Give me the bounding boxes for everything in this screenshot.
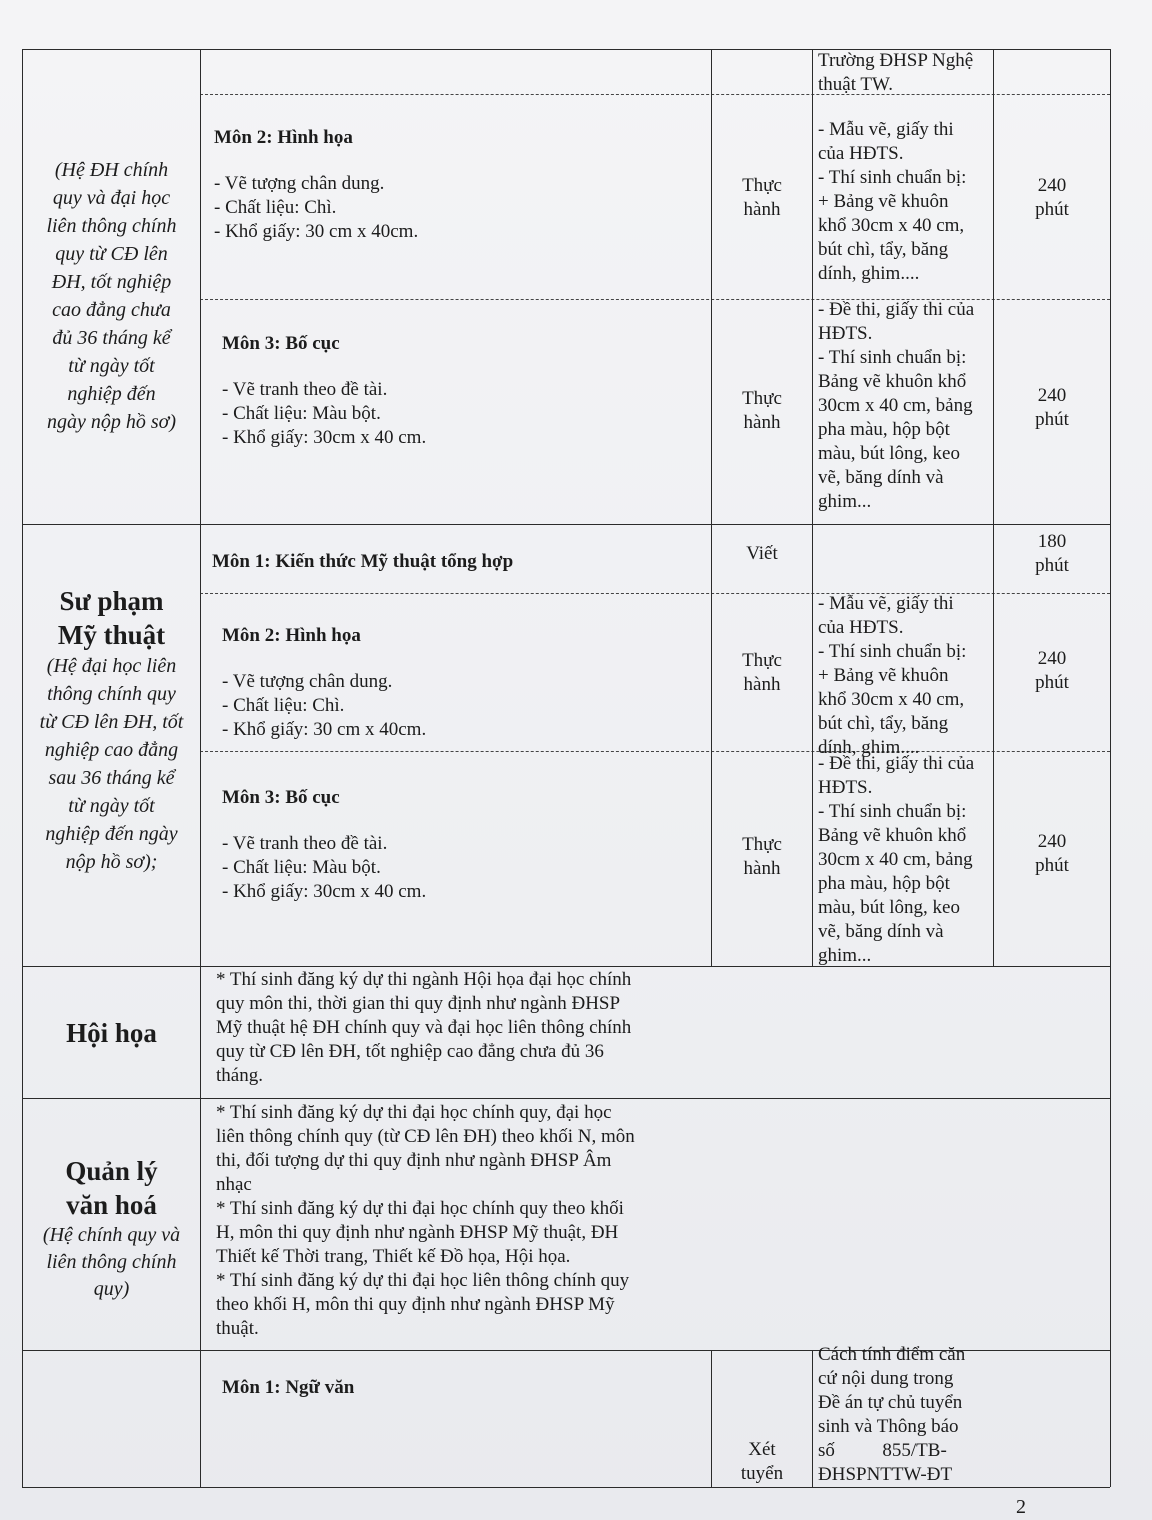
text-line: Thiết kế Thời trang, Thiết kế Đồ họa, Hội họa. xyxy=(216,1246,571,1267)
prep-line: vẽ, băng dính và xyxy=(818,921,944,942)
prep-cell xyxy=(818,118,988,286)
table-bottom-border xyxy=(22,1487,1110,1488)
major-title: văn hoá xyxy=(66,1190,157,1220)
subject-title: Môn 2: Hình họa xyxy=(222,625,361,646)
group2-header xyxy=(24,584,199,876)
text-line: nhạc xyxy=(216,1174,252,1195)
prep-line: HĐTS. xyxy=(818,323,873,344)
text-line: tháng. xyxy=(216,1065,263,1086)
form-line: Viết xyxy=(746,543,778,564)
content-line: - Khổ giấy: 30cm x 40 cm. xyxy=(222,881,427,902)
major-title: Quản lý xyxy=(65,1156,158,1186)
text-line: quy môn thi, thời gian thi quy định như ngành ĐHSP xyxy=(216,993,621,1014)
prep-cell xyxy=(818,1343,990,1487)
note-line: cao đẳng chưa xyxy=(52,299,171,321)
time-value: 240 xyxy=(1037,831,1067,852)
group1-note xyxy=(24,156,199,436)
table-left-border xyxy=(22,49,23,1487)
note-line: liên thông chính xyxy=(46,1251,177,1273)
content-line: - Vẽ tranh theo đề tài. xyxy=(222,833,388,854)
prep-line: - Mẫu vẽ, giấy thi xyxy=(818,593,954,614)
note-line: sau 36 tháng kể xyxy=(48,767,175,789)
subject-title: Môn 3: Bố cục xyxy=(222,787,340,808)
text-line: theo khối H, môn thi quy định như ngành ĐHSP Mỹ xyxy=(216,1294,615,1315)
form-line: hành xyxy=(743,412,781,433)
form-line: hành xyxy=(743,199,781,220)
content-line: - Chất liệu: Màu bột. xyxy=(222,403,381,424)
subject-cell xyxy=(222,786,702,904)
hoi-hoa-header xyxy=(24,1016,199,1050)
time-unit: phút xyxy=(1035,409,1069,430)
subject-title: Môn 3: Bố cục xyxy=(222,333,340,354)
note-line: từ ngày tốt xyxy=(68,795,155,817)
time-unit: phút xyxy=(1035,555,1069,576)
text-line: * Thí sinh đăng ký dự thi ngành Hội họa đại học chính xyxy=(216,969,632,990)
text-line: Mỹ thuật hệ ĐH chính quy và đại học liên thông chính xyxy=(216,1017,632,1038)
prep-line: - Thí sinh chuẩn bị: xyxy=(818,641,967,662)
qlvh-text xyxy=(216,1101,716,1341)
prep-line: + Bảng vẽ khuôn xyxy=(818,665,949,686)
prep-line: + Bảng vẽ khuôn xyxy=(818,191,949,212)
form-line: Thực xyxy=(742,834,782,855)
note-line: liên thông chính xyxy=(46,215,177,237)
hoi-hoa-text xyxy=(216,968,716,1088)
form-line: Thực xyxy=(742,650,782,671)
content-line: - Khổ giấy: 30 cm x 40cm. xyxy=(214,221,419,242)
text-line: * Thí sinh đăng ký dự thi đại học chính quy, đại học xyxy=(216,1102,612,1123)
note-line: nghiệp đến ngày xyxy=(45,823,178,845)
time-cell xyxy=(994,174,1110,222)
subject-cell xyxy=(214,126,704,244)
prep-line: HĐTS. xyxy=(818,777,873,798)
form-line: Thực xyxy=(742,175,782,196)
content-line: - Vẽ tranh theo đề tài. xyxy=(222,379,388,400)
subject-cell xyxy=(222,624,702,742)
form-line: hành xyxy=(743,674,781,695)
note-line: nghiệp cao đẳng xyxy=(44,739,179,761)
content-line: - Vẽ tượng chân dung. xyxy=(222,671,393,692)
form-line: Xét xyxy=(748,1439,776,1460)
note-line: thông chính quy xyxy=(47,683,176,705)
note-line: từ ngày tốt xyxy=(68,355,155,377)
exam-form-cell xyxy=(712,174,812,222)
prep-line: bút chì, tẩy, băng xyxy=(818,713,949,734)
time-value: 240 xyxy=(1037,175,1067,196)
note-line: quy và đại học xyxy=(52,187,171,209)
major-title: Mỹ thuật xyxy=(57,620,166,650)
prep-line: pha màu, hộp bột xyxy=(818,419,950,440)
prep-line: pha màu, hộp bột xyxy=(818,873,950,894)
note-line: nghiệp đến xyxy=(67,383,156,405)
prep-line: bút chì, tẩy, băng xyxy=(818,239,949,260)
prep-line: dính, ghim.... xyxy=(818,263,920,284)
content-line: - Khổ giấy: 30 cm x 40cm. xyxy=(222,719,427,740)
exam-form-cell xyxy=(712,387,812,435)
column-divider xyxy=(812,1350,813,1487)
note-line: ĐHSPNTTW-ĐT xyxy=(818,1464,953,1485)
group-divider xyxy=(22,1098,1110,1099)
prep-line: ghim... xyxy=(818,945,872,966)
note-line: cứ nội dung trong xyxy=(818,1368,954,1389)
time-value: 180 xyxy=(1037,531,1067,552)
time-cell xyxy=(994,530,1110,578)
prep-line: màu, bút lông, keo xyxy=(818,897,960,918)
subject-cell xyxy=(222,1376,702,1400)
prep-cell xyxy=(818,752,988,968)
prep-line: khổ 30cm x 40 cm, xyxy=(818,689,965,710)
time-value: 240 xyxy=(1037,385,1067,406)
column-divider xyxy=(200,49,201,1487)
exam-form-cell xyxy=(712,542,812,566)
prep-line: - Thí sinh chuẩn bị: xyxy=(818,167,967,188)
exam-form-cell xyxy=(712,649,812,697)
text-line: quy từ CĐ lên ĐH, tốt nghiệp cao đẳng chưa đủ 36 xyxy=(216,1041,604,1062)
text-line: liên thông chính quy (từ CĐ lên ĐH) theo khối N, môn xyxy=(216,1126,635,1147)
time-unit: phút xyxy=(1035,855,1069,876)
note-line: ĐH, tốt nghiệp xyxy=(51,271,172,293)
prep-line: vẽ, băng dính và xyxy=(818,467,944,488)
table-right-border xyxy=(1110,49,1111,1487)
prep-line: dính, ghim.... xyxy=(818,737,920,758)
prep-line: 30cm x 40 cm, bảng xyxy=(818,395,973,416)
content-line: - Chất liệu: Chì. xyxy=(214,197,337,218)
prep-line: khổ 30cm x 40 cm, xyxy=(818,215,965,236)
prep-line: ghim... xyxy=(818,491,872,512)
subject-title: Môn 2: Hình họa xyxy=(214,127,353,148)
note-line: số 855/TB- xyxy=(818,1440,947,1461)
content-line: - Chất liệu: Chì. xyxy=(222,695,345,716)
subject-title: Môn 1: Ngữ văn xyxy=(222,1377,355,1398)
prep-line: 30cm x 40 cm, bảng xyxy=(818,849,973,870)
content-line: - Vẽ tượng chân dung. xyxy=(214,173,385,194)
text-line: H, môn thi quy định như ngành ĐHSP Mỹ thuật, ĐH xyxy=(216,1222,619,1243)
note-line: quy) xyxy=(93,1278,130,1300)
subject-title: Môn 1: Kiến thức Mỹ thuật tổng hợp xyxy=(212,551,514,572)
prep-line: - Thí sinh chuẩn bị: xyxy=(818,801,967,822)
form-line: tuyển xyxy=(740,1463,784,1484)
exam-form-cell xyxy=(712,1438,812,1486)
note-line: nộp hồ sơ); xyxy=(65,851,158,873)
form-line: Thực xyxy=(742,388,782,409)
prep-line: - Đề thi, giấy thi của xyxy=(818,753,975,774)
prep-line: của HĐTS. xyxy=(818,617,904,638)
subject-cell xyxy=(222,332,702,450)
prep-line: Bảng vẽ khuôn khổ xyxy=(818,371,967,392)
major-title: Hội họa xyxy=(66,1018,157,1048)
column-divider xyxy=(812,49,813,966)
note-line: từ CĐ lên ĐH, tốt xyxy=(39,711,184,733)
text-line: thi, đối tượng dự thi quy định như ngành ĐHSP Âm xyxy=(216,1150,612,1171)
prep-line: của HĐTS. xyxy=(818,143,904,164)
page-number: 2 xyxy=(1016,1496,1026,1518)
prep-line: Bảng vẽ khuôn khổ xyxy=(818,825,967,846)
text-line: * Thí sinh đăng ký dự thi đại học liên thông chính quy xyxy=(216,1270,630,1291)
note-line: đủ 36 tháng kể xyxy=(52,327,171,349)
form-line: hành xyxy=(743,858,781,879)
note-line: (Hệ chính quy và xyxy=(42,1224,181,1246)
exam-note-cell xyxy=(818,49,988,97)
note-line: (Hệ đại học liên xyxy=(46,655,177,677)
note-line: sinh và Thông báo xyxy=(818,1416,959,1437)
prep-cell xyxy=(818,298,988,514)
time-cell xyxy=(994,830,1110,878)
note-line: quy từ CĐ lên xyxy=(55,243,168,265)
group-divider xyxy=(22,524,1110,525)
text-line: thuật. xyxy=(216,1318,259,1339)
prep-line: - Đề thi, giấy thi của xyxy=(818,299,975,320)
note-line: (Hệ ĐH chính xyxy=(54,159,169,181)
time-unit: phút xyxy=(1035,199,1069,220)
prep-line: - Mẫu vẽ, giấy thi xyxy=(818,119,954,140)
note-line: Cách tính điểm căn xyxy=(818,1344,966,1365)
note-line: Trường ĐHSP Nghệ thuật TW. xyxy=(818,50,974,95)
content-line: - Khổ giấy: 30cm x 40 cm. xyxy=(222,427,427,448)
content-line: - Chất liệu: Màu bột. xyxy=(222,857,381,878)
note-line: ngày nộp hồ sơ) xyxy=(47,411,176,433)
time-cell xyxy=(994,647,1110,695)
text-line: * Thí sinh đăng ký dự thi đại học chính quy theo khối xyxy=(216,1198,624,1219)
time-unit: phút xyxy=(1035,672,1069,693)
major-title: Sư phạm xyxy=(59,586,164,616)
prep-line: - Thí sinh chuẩn bị: xyxy=(818,347,967,368)
time-cell xyxy=(994,384,1110,432)
qlvh-header xyxy=(24,1154,199,1303)
subject-cell xyxy=(212,550,702,574)
prep-line: màu, bút lông, keo xyxy=(818,443,960,464)
prep-cell xyxy=(818,592,988,760)
note-line: Đề án tự chủ tuyển xyxy=(818,1392,963,1413)
exam-form-cell xyxy=(712,833,812,881)
time-value: 240 xyxy=(1037,648,1067,669)
